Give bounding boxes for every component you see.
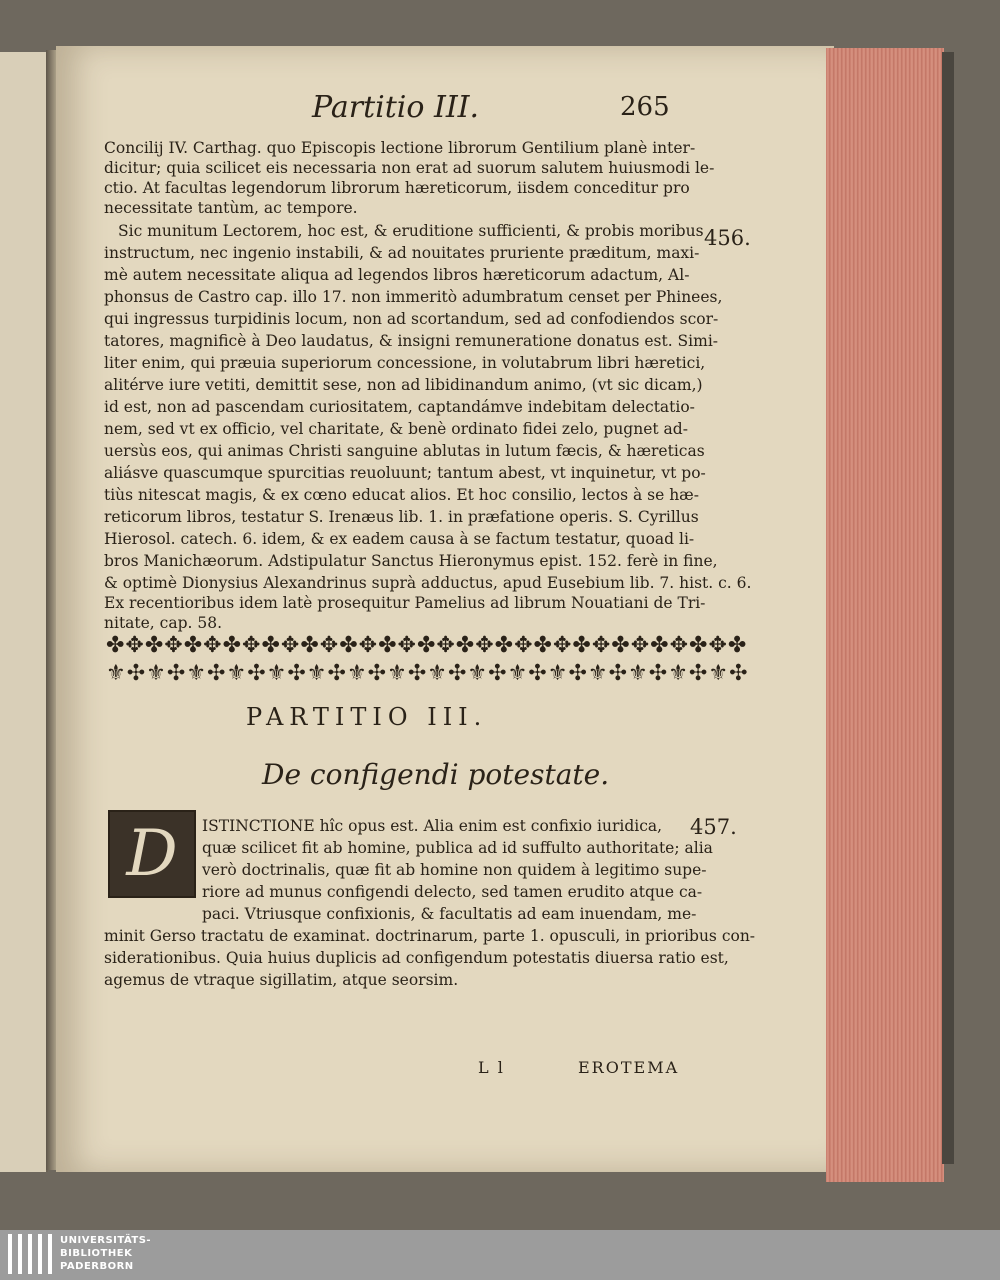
- page-number: 265: [620, 92, 670, 122]
- text-line: riore ad munus configendi delecto, sed tamen erudito atque ca-: [202, 883, 703, 901]
- text-line: phonsus de Castro cap. illo 17. non immeritò adumbratum censet per Phinees,: [104, 288, 723, 306]
- section-subtitle: De configendi potestate.: [262, 758, 610, 791]
- text-line: reticorum libros, testatur S. Irenæus lib. 1. in præfatione operis. S. Cyrillus: [104, 508, 699, 526]
- text-line: Concilij IV. Carthag. quo Episcopis lectione librorum Gentilium planè inter-: [104, 139, 696, 157]
- text-line: ISTINCTIONE hîc opus est. Alia enim est confixio iuridica,: [202, 817, 663, 835]
- text-line: verò doctrinalis, quæ fit ab homine non quidem à legitimo supe-: [202, 861, 707, 879]
- library-name-line: PADERBORN: [60, 1261, 134, 1272]
- text-line: tiùs nitescat magis, & ex cœno educat alios. Et hoc consilio, lectos à se hæ-: [104, 486, 699, 504]
- ornament-band: ⚜✣⚜✣⚜✣⚜✣⚜✣⚜✣⚜✣⚜✣⚜✣⚜✣⚜✣⚜✣⚜✣⚜✣⚜✣⚜✣: [106, 661, 749, 686]
- text-line: Hierosol. catech. 6. idem, & ex eadem causa à se factum testatur, quoad li-: [104, 530, 695, 548]
- decorated-initial: D: [108, 810, 196, 898]
- margin-number: 457.: [690, 815, 737, 839]
- library-name: [60, 1234, 151, 1273]
- library-name-line: UNIVERSITÄTS-: [60, 1235, 152, 1246]
- text-line: tatores, magnificè à Deo laudatus, & insigni remuneratione donatus est. Simi-: [104, 332, 719, 350]
- text-line: bros Manichæorum. Adstipulatur Sanctus Hieronymus epist. 152. ferè in fine,: [104, 552, 718, 570]
- text-line: dicitur; quia scilicet eis necessaria non erat ad suorum salutem huiusmodi le-: [104, 159, 715, 177]
- text-line: nitate, cap. 58.: [104, 614, 223, 632]
- text-line: alitérve iure vetiti, demittit sese, non ad libidinandum animo, (vt sic dicam,): [104, 376, 703, 394]
- text-line: Sic munitum Lectorem, hoc est, & eruditione sufficienti, & probis moribus: [118, 222, 704, 240]
- text-line: nem, sed vt ex officio, vel charitate, & benè ordinato fidei zelo, pugnet ad-: [104, 420, 688, 438]
- text-line: necessitate tantùm, ac tempore.: [104, 199, 358, 217]
- left-page-edge: [0, 52, 48, 1172]
- text-line: qui ingressus turpidinis locum, non ad scortandum, sed ad confodiendos scor-: [104, 310, 719, 328]
- page-fore-edge: [826, 48, 944, 1182]
- text-line: siderationibus. Quia huius duplicis ad configendum potestatis diuersa ratio est,: [104, 949, 729, 967]
- margin-number: 456.: [704, 226, 751, 250]
- catchword: EROTEMA: [578, 1058, 680, 1077]
- text-line: uersùs eos, qui animas Christi sanguine ablutas in lutum fæcis, & hæreticas: [104, 442, 705, 460]
- library-logo-icon: [8, 1234, 56, 1274]
- section-title: PARTITIO III.: [246, 703, 488, 731]
- text-line: id est, non ad pascendam curiositatem, captandámve indebitam delectatio-: [104, 398, 695, 416]
- text-line: minit Gerso tractatu de examinat. doctrinarum, parte 1. opusculi, in prioribus con-: [104, 927, 756, 945]
- ornament-band: ✤✥✤✥✤✥✤✥✤✥✤✥✤✥✤✥✤✥✤✥✤✥✤✥✤✥✤✥✤✥✤✥✤: [106, 633, 748, 658]
- text-line: Ex recentioribus idem latè prosequitur Pamelius ad librum Nouatiani de Tri-: [104, 594, 706, 612]
- text-line: ctio. At facultas legendorum librorum hæreticorum, iisdem conceditur pro: [104, 179, 690, 197]
- text-line: & optimè Dionysius Alexandrinus suprà adductus, apud Eusebium lib. 7. hist. c. 6.: [104, 574, 752, 592]
- text-line: mè autem necessitate aliqua ad legendos libros hæreticorum adactum, Al-: [104, 266, 690, 284]
- text-line: aliásve quascumque spurcitias reuoluunt; tantum abest, vt inquinetur, vt po-: [104, 464, 706, 482]
- library-name-line: BIBLIOTHEK: [60, 1248, 133, 1259]
- text-line: quæ scilicet fit ab homine, publica ad id suffulto authoritate; alia: [202, 839, 713, 857]
- cover-board-edge: [942, 52, 954, 1164]
- signature-mark: L l: [478, 1058, 505, 1077]
- text-line: paci. Vtriusque confixionis, & facultatis ad eam inuendam, me-: [202, 905, 697, 923]
- text-line: agemus de vtraque sigillatim, atque seorsim.: [104, 971, 459, 989]
- running-head: Partitio III.: [312, 90, 480, 125]
- text-line: instructum, nec ingenio instabili, & ad nouitates pruriente præditum, maxi-: [104, 244, 700, 262]
- text-line: liter enim, qui præuia superiorum concessione, in volutabrum libri hæretici,: [104, 354, 706, 372]
